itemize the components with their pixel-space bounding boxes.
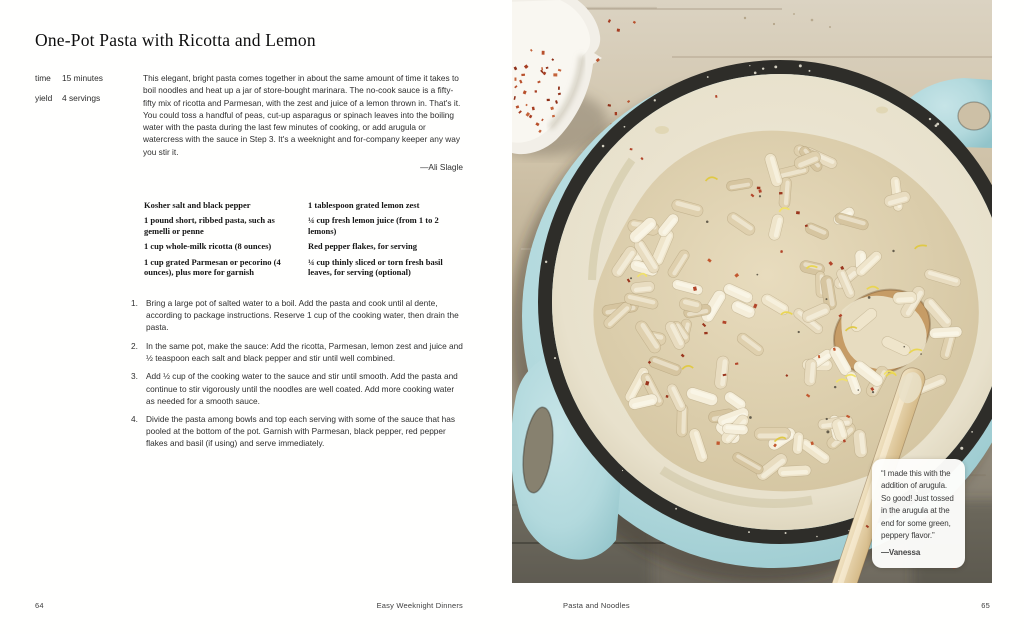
quote-author: —Vanessa xyxy=(881,548,921,558)
recipe-meta xyxy=(35,73,103,112)
meta-row xyxy=(35,73,103,83)
page-number-right: 65 xyxy=(981,601,990,610)
ingredient-item: Red pepper flakes, for serving xyxy=(308,241,418,252)
instruction-step: Bring a large pot of salted water to a boil. Add the pasta and cook until al dente, according to package instructions. Reserve 1 cup of the cooking water, then drain the pasta. xyxy=(146,298,459,333)
recipe-intro-block xyxy=(143,72,463,172)
reader-quote-card xyxy=(872,459,965,568)
meta-label: time xyxy=(35,73,51,83)
ingredients-column-2 xyxy=(308,200,466,283)
running-foot-left: Easy Weeknight Dinners xyxy=(376,601,463,610)
ingredient-item: ¼ cup thinly sliced or torn fresh basil leaves, for serving (optional) xyxy=(308,256,443,278)
meta-value: 15 minutes xyxy=(62,73,103,83)
recipe-intro: This elegant, bright pasta comes together in about the same amount of time it takes to boil noodles and heat up a jar of store-bought marinara. The no-cook sauce is a fifty-fifty mix of ricotta and Parmesan, with the zest and juice of a lemon thrown in. That's it. You could toss a handful of peas, cut-up asparagus or spinach leaves into the boiling water with the pasta during the last few minutes of cooking, or add arugula or watercress with the sauce in Step 3. It's a weeknight and for-company keeper any way you stir it. xyxy=(143,73,461,157)
instruction-step: Divide the pasta among bowls and top each serving with some of the sauce that has pooled at the bottom of the pot. Garnish with Parmesan, black pepper, red pepper flakes and basil (if using) and serve immediately. xyxy=(146,414,456,449)
meta-value: 4 servings xyxy=(62,92,101,103)
ingredient-item: ¼ cup fresh lemon juice (from 1 to 2 lemons) xyxy=(308,215,439,237)
meta-row xyxy=(35,93,103,103)
ingredient-item: 1 cup whole-milk ricotta (8 ounces) xyxy=(144,241,272,252)
ingredients xyxy=(144,200,466,283)
meta-label: yield xyxy=(35,92,53,103)
recipe-title: One-Pot Pasta with Ricotta and Lemon xyxy=(35,30,316,50)
page-number-left: 64 xyxy=(35,601,44,610)
running-foot-right: Pasta and Noodles xyxy=(563,601,630,610)
ingredient-item: Kosher salt and black pepper xyxy=(144,200,251,210)
quote-text: “I made this with the addition of arugula. So good! Just tossed in the arugula at the end for some green, peppery flavor.” xyxy=(881,469,954,541)
instruction-steps xyxy=(146,297,464,456)
instruction-step: Add ½ cup of the cooking water to the sauce and stir until smooth. Add the pasta and continue to stir vigorously until the noodles are well coated. Add more cooking water as needed for a smooth sauce. xyxy=(146,371,458,406)
recipe-attribution: —Ali Slagle xyxy=(420,162,463,173)
instruction-step: In the same pot, make the sauce: Add the ricotta, Parmesan, lemon zest and juice and ½ teaspoon each salt and black pepper and stir until well combined. xyxy=(146,340,463,363)
ingredient-item: 1 cup grated Parmesan or pecorino (4 ounces), plus more for garnish xyxy=(144,256,281,278)
ingredient-item: 1 pound short, ribbed pasta, such as gemelli or penne xyxy=(144,215,275,237)
ingredients-column-1 xyxy=(144,200,291,283)
ingredient-item: 1 tablespoon grated lemon zest xyxy=(308,200,420,210)
